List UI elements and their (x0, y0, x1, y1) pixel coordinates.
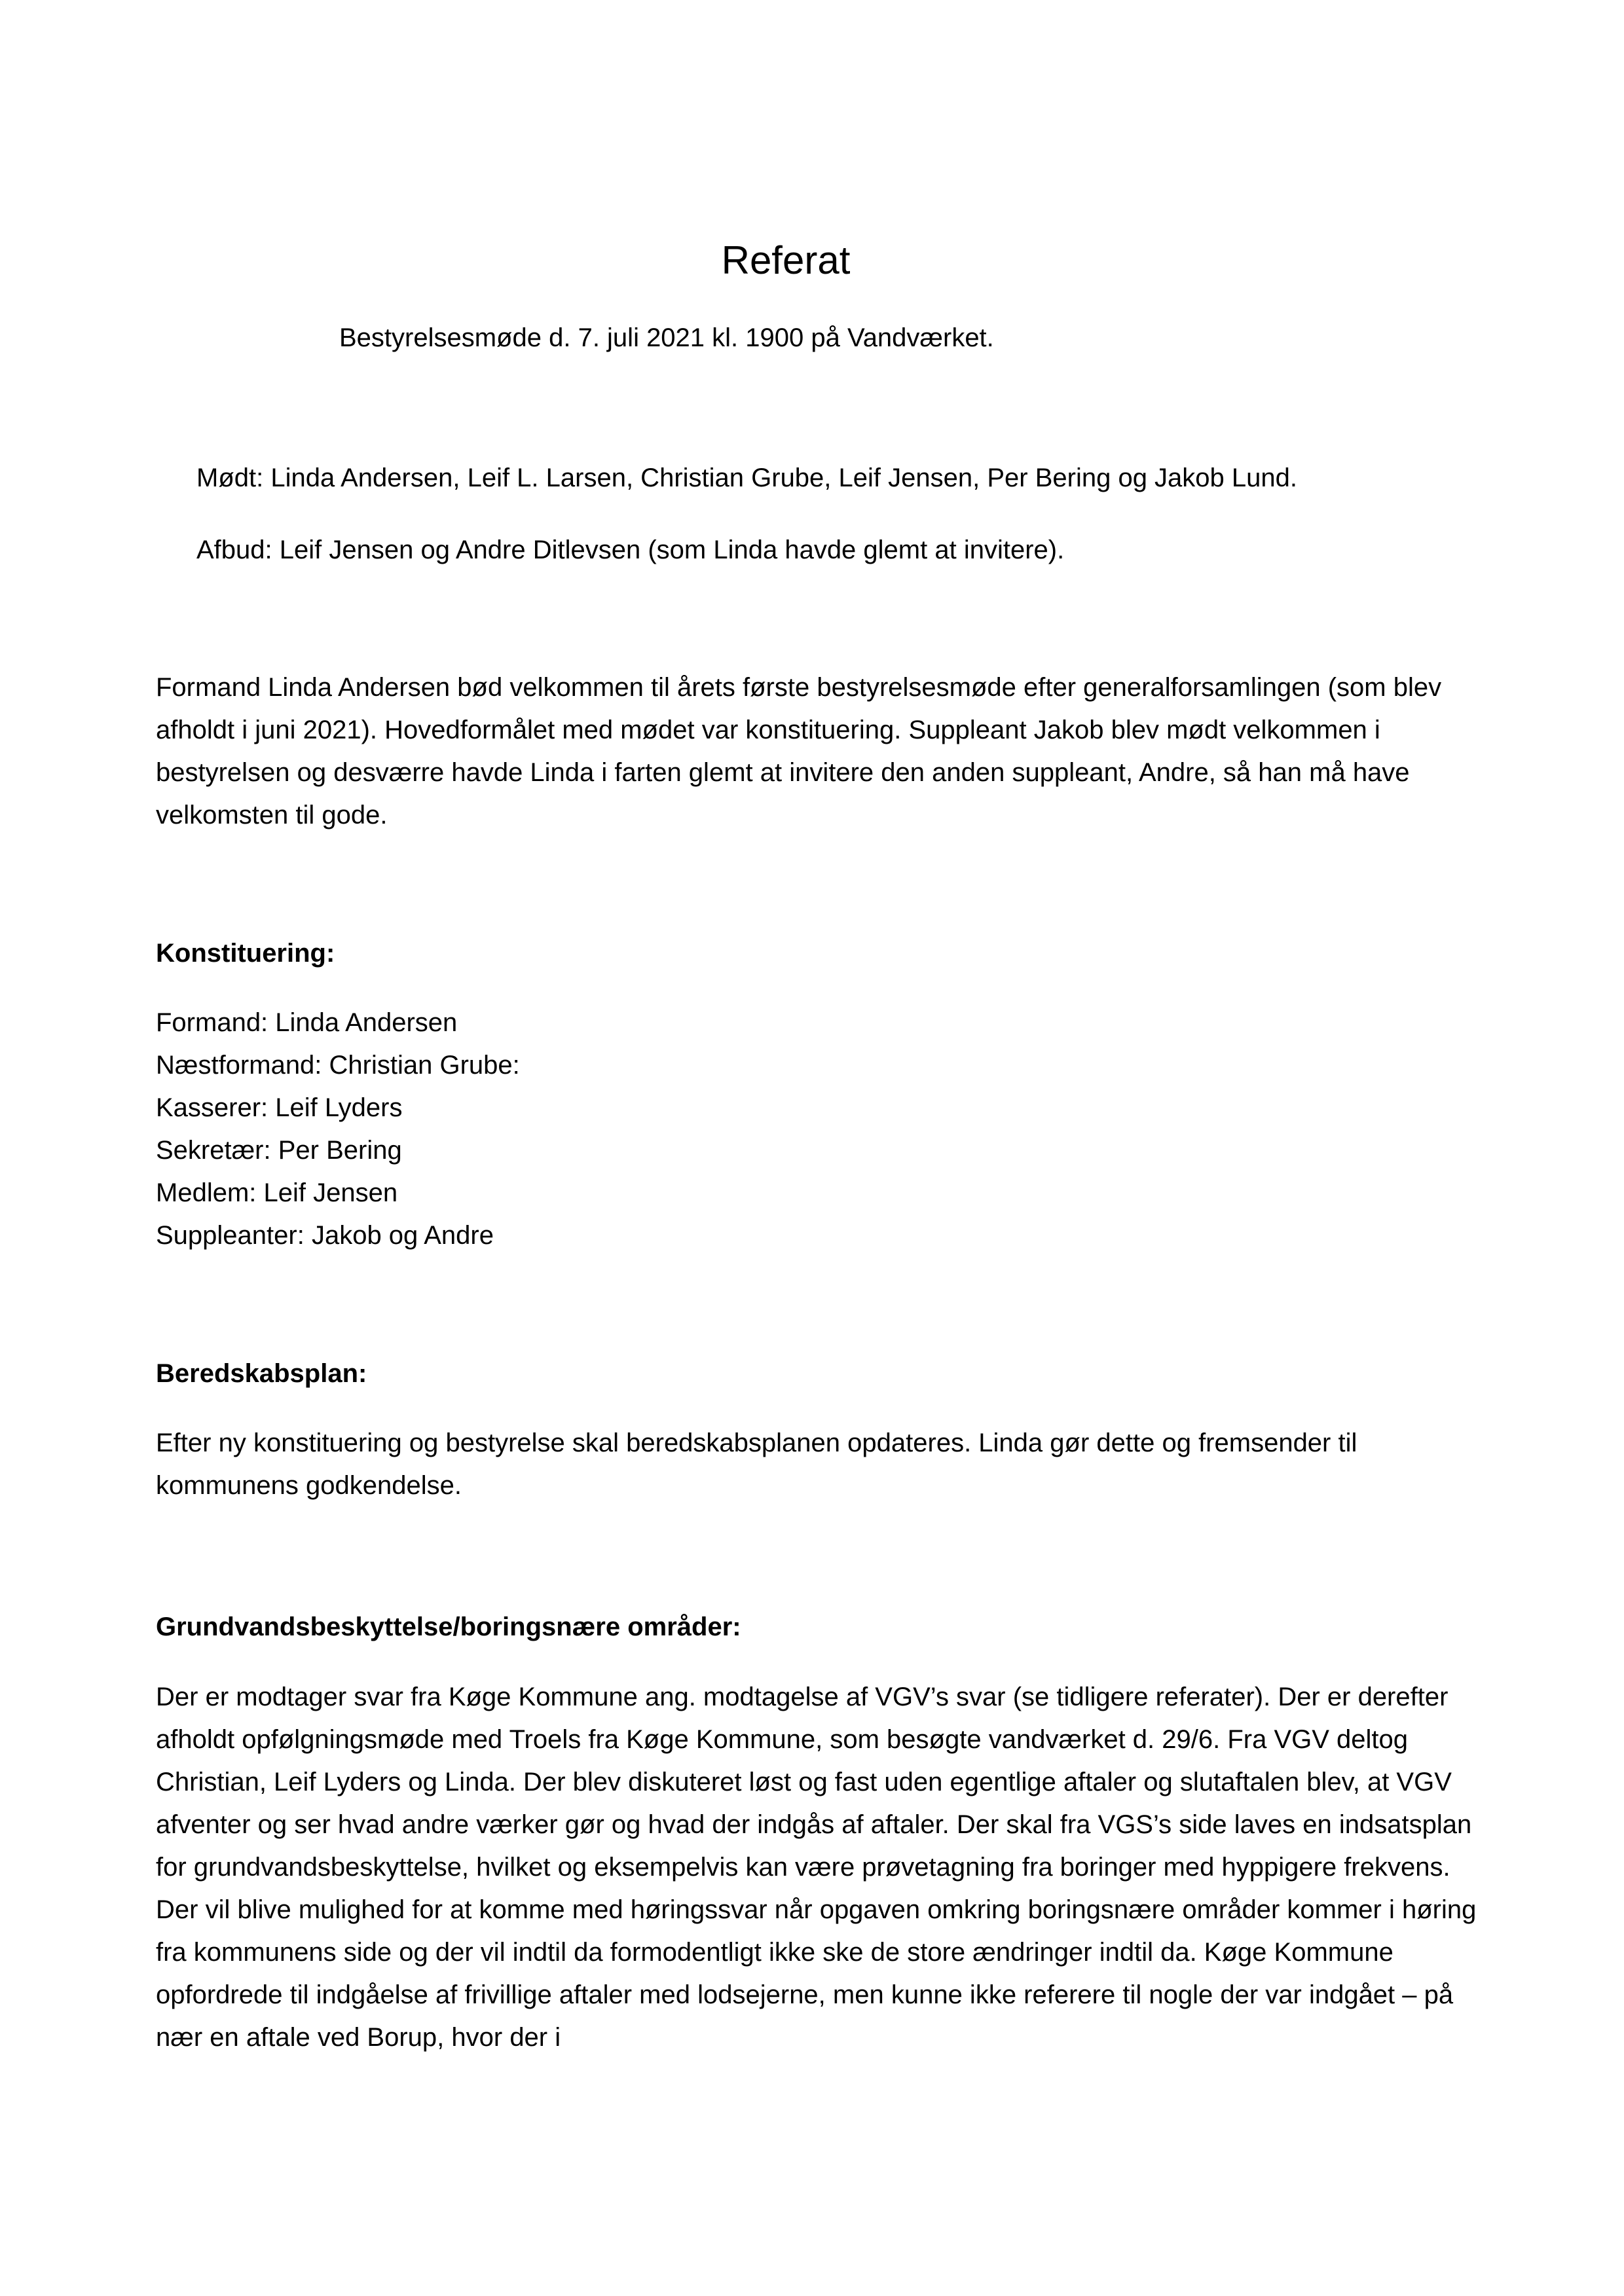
section-heading-beredskabsplan: Beredskabsplan: (156, 1359, 367, 1388)
intro-paragraph: Formand Linda Andersen bød velkommen til årets første bestyrelsesmøde efter generalforsamlingen (som blev afholdt i juni 2021). Hovedformålet med mødet var konstituering. Suppleant Jakob blev mødt velkommen i bestyrelsen og desværre havde Linda i farten glemt at invitere den anden suppleant, Andre, så han må have velkomsten til gode. (156, 673, 1442, 829)
role-item: Medlem: Leif Jensen (156, 1178, 398, 1207)
role-item: Suppleanter: Jakob og Andre (156, 1221, 494, 1250)
beredskabsplan-paragraph: Efter ny konstituering og bestyrelse skal beredskabsplanen opdateres. Linda gør dette og fremsender til kommunens godkendelse. (156, 1429, 1357, 1500)
role-item: Formand: Linda Andersen (156, 1008, 458, 1037)
role-item: Sekretær: Per Bering (156, 1136, 402, 1165)
role-item: Næstformand: Christian Grube: (156, 1051, 520, 1080)
role-item: Kasserer: Leif Lyders (156, 1093, 403, 1122)
section-heading-konstituering: Konstituering: (156, 939, 335, 968)
document-title: Referat (721, 238, 851, 282)
attendees-absent: Afbud: Leif Jensen og Andre Ditlevsen (som Linda havde glemt at invitere). (196, 536, 1065, 564)
attendees-present: Mødt: Linda Andersen, Leif L. Larsen, Christian Grube, Leif Jensen, Per Bering og Jakob Lund. (196, 464, 1297, 492)
meeting-subtitle: Bestyrelsesmøde d. 7. juli 2021 kl. 1900 på Vandværket. (339, 323, 994, 352)
grundvand-paragraph: Der er modtager svar fra Køge Kommune ang. modtagelse af VGV’s svar (se tidligere referater). Der er derefter afholdt opfølgningsmøde med Troels fra Køge Kommune, som besøgte vandværket d. 29/6. Fra VGV deltog Christian, Leif Lyders og Linda. Der blev diskuteret løst og fast uden egentlige aftaler og slutaftalen blev, at VGV afventer og ser hvad andre værker gør og hvad der indgås af aftaler. Der skal fra VGS’s side laves en indsatsplan for grundvandsbeskyttelse, hvilket og eksempelvis kan være prøvetagning fra boringer med hyppigere frekvens. Der vil blive mulighed for at komme med høringssvar når opgaven omkring boringsnære områder kommer i høring fra kommunens side og der vil indtil da formodentligt ikke ske de store ændringer indtil da. Køge Kommune opfordrede til indgåelse af frivillige aftaler med lodsejerne, men kunne ikke referere til nogle der var indgået – på nær en aftale ved Borup, hvor der i (156, 1683, 1477, 2052)
role-list (156, 1002, 520, 1257)
section-heading-grundvand: Grundvandsbeskyttelse/boringsnære områder: (156, 1613, 741, 1641)
